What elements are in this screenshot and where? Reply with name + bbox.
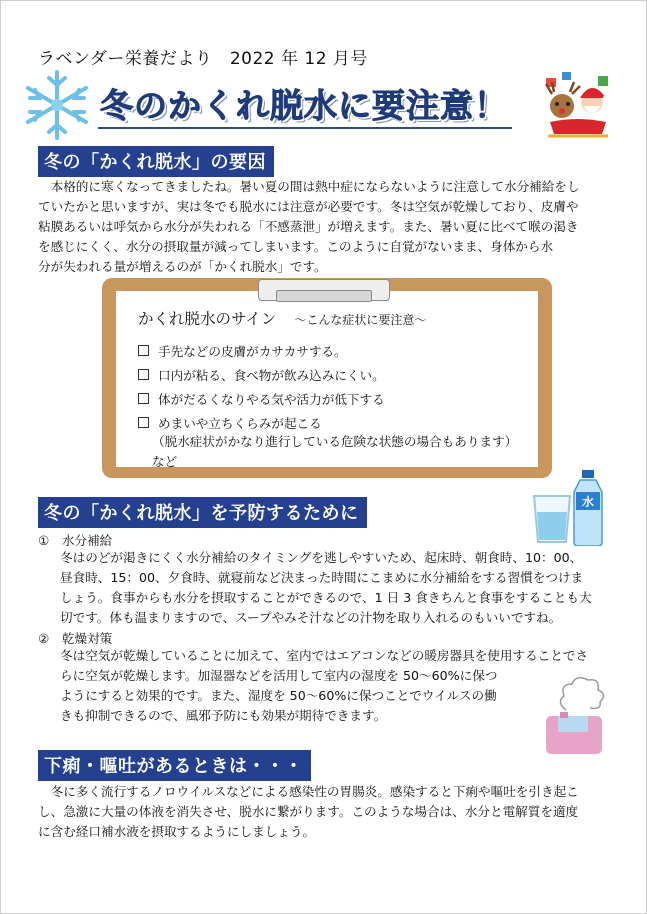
clipboard-clip-inner: [276, 290, 372, 302]
sign-item: 口内が粘る、食べ物が飲み込みにくい。: [138, 366, 385, 386]
paragraph-water: 冬はのどが渇きにくく水分補給のタイミングを逃しやすいため、起床時、朝食時、10：00、 昼食時、15：00、夕食時、就寝前など決まった時間にこまめに水分補給をする習慣をつけま しょう。食事からも水分を摂取することができるので、1 日 3 食きちんと食事をすることも大 切です。体も温まりますので、スープやみそ汁などの汁物を取り入れるのもいいですね。: [60, 550, 592, 625]
water-glass-icon: [530, 494, 574, 544]
item-dryness-title: ② 乾燥対策: [38, 631, 113, 646]
sign-item: 手先などの皮膚がカサカサする。: [138, 342, 347, 362]
sign-item: 体がだるくなりやる気や活力が低下する: [138, 390, 385, 410]
page-title: 冬のかくれ脱水に要注意！: [100, 86, 508, 125]
section-heading-prevention: 冬の「かくれ脱水」を予防するために: [38, 497, 367, 528]
water-bottle-icon: [572, 470, 604, 546]
signs-title: かくれ脱水のサイン ～こんな症状に要注意～: [138, 310, 427, 328]
checkbox-icon: [138, 417, 149, 428]
title-underline: [98, 127, 512, 129]
checkbox-icon: [138, 393, 149, 404]
newsletter-name: ラベンダー栄養だより 2022 年 12 月号: [38, 49, 368, 69]
checkbox-icon: [138, 345, 149, 356]
paragraph-diarrhea: 冬に多く流行するノロウイルスなどによる感染性の胃腸炎。感染すると下痢や嘔吐を引き起こ し、急激に大量の体液を消失させ、脱水に繋がります。このような場合は、水分と電解質を適度 に含む経口補水液を摂取するようにしましょう。: [38, 784, 579, 839]
santa-reindeer-icon: [542, 72, 612, 138]
bottle-label: 水: [581, 495, 595, 509]
section-heading-diarrhea: 下痢・嘔吐があるときは・・・: [38, 750, 311, 781]
snowflake-icon: [20, 68, 94, 142]
paragraph-dryness: 冬は空気が乾燥していることに加えて、室内ではエアコンなどの暖房器具を使用することでさ らに空気が乾燥します。加湿器などを活用して室内の湿度を 50～60%に保つ ようにすると効果的です。また、湿度を 50～60%に保つことでウイルスの働 きも抑制できるので、風邪予防にも効果が期待できます。: [60, 648, 589, 723]
sign-item: めまいや立ちくらみが起こる: [138, 414, 322, 434]
signs-subtitle: ～こんな症状に要注意～: [294, 313, 427, 327]
sign-note: （脱水症状がかなり進行している危険な状態の場合もあります）: [152, 434, 518, 449]
humidifier-icon: [540, 672, 610, 756]
paragraph-causes: 本格的に寒くなってきましたね。暑い夏の間は熱中症にならないように注意して水分補給をし ていたかと思いますが、実は冬でも脱水には注意が必要です。冬は空気が乾燥しており、皮膚や 粘膜あるいは呼気から水分が失われる「不感蒸泄」が増えます。また、暑い夏に比べて喉の渇き を感じにくく、水分の摂取量が減ってしまいます。このように自覚がないまま、身体から水 分が失われる量が増えるのが「かくれ脱水」です。: [38, 179, 580, 274]
section-heading-causes: 冬の「かくれ脱水」の要因: [38, 146, 274, 177]
checkbox-icon: [138, 369, 149, 380]
sign-note-etc: など: [152, 454, 178, 469]
item-water-title: ① 水分補給: [38, 533, 113, 548]
